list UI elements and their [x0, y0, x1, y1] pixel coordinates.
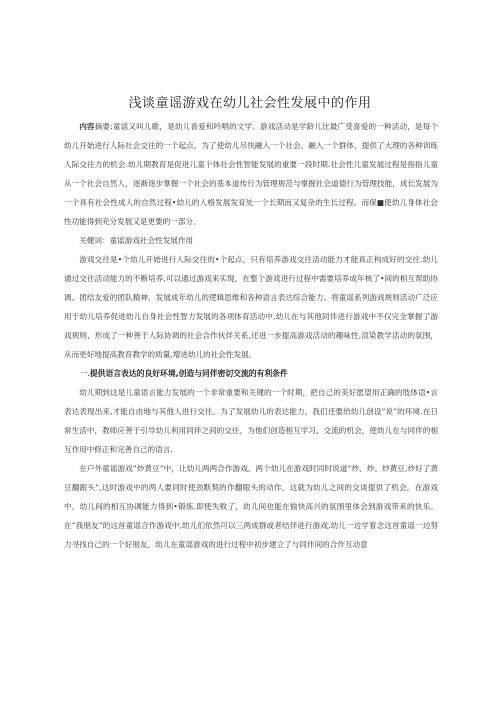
section-heading-text: 提供语言表达的良好环境,创造与同伴密切交流的有利条件 [89, 369, 288, 378]
body-paragraph-1: 游戏交往是•个幼儿开始进行人际交往的•个起点，只有培养游戏交往活动能力才能真正构成好的交往.幼儿通过交往活动能力的不断培养,可以通过游戏来实现，在整个游戏进行过程中需要培养成年核了•间的相互帮助协调、团结友爱的团队精神，发展成年幼儿的逻辑思维和各种语言表达综合能力。将童谣系列游戏规则活动广泛应用于幼儿培养促进幼儿自身社会性智力发展的各项体育活动中,幼儿在与其他同伴进行游戏中不仅完全掌握了游戏规则，形成了一种善于人际协调的社会合作伙伴关系,还进一步提高游戏活动的趣味性,渲染教学活动的氛围，从而更好地提高教育教学的质量,增进幼儿的社会性发展。 [64, 255, 438, 359]
page-title: 浅谈童谣游戏在幼儿社会性发展中的作用 [128, 96, 372, 111]
abstract-label: 内容 [79, 122, 95, 131]
abstract-label-suffix: 摘要: [94, 122, 113, 131]
document-body [64, 117, 438, 554]
section-heading-1 [64, 364, 438, 383]
body-paragraph-3: 在户外童谣游戏”炒黄豆”中，让幼儿两两合作游戏。两个幼儿在游戏时同时说道”炒、炒、炒黄豆,炒好了黄豆翻跟头”,这时游戏中的两人要同时使劲默契的作翻眼头的动作，这就为幼儿之间的交谈提供了机会。在游戏中，幼儿间的相互协调能力得到•锻炼.即使失败了，幼儿间也能在愉快高兴的氛围里体会到游戏带来的快乐。在”我朋友”的这首童谣合作游戏中,幼儿们依然可以三两成群或者结伴进行游戏,幼儿一边学着念这首童谣一边努力寻找自己的一个好朋友，幼儿在童谣游戏的进行过程中初步建立了与同伴间的合作互动意 [64, 464, 438, 549]
keywords-line: 关健词：童谣游戏社会性发展作用 [79, 236, 194, 245]
body-paragraph-2: 幼儿期到这是儿童语言能力发展的一个非常重要和关键的一个时期，把自己的美好愿望用正确的肢体语•言表达表现出来,才能自由地与其他人进行交往。为了发展幼儿的表达能力，我们还要给幼儿创设”说”的环境.在日常生活中，教师应善于引导幼儿利用同伴之间的交往，为他们创造相互学习、交流的机会，使幼儿在与同伴的相互作用中修正和完善自己的语言. [64, 388, 438, 454]
section-number: 一. [79, 369, 90, 378]
abstract-text: 童谣又叫儿歌，是幼儿喜爱和吟唱的文学。游戏活动是学龄儿比最广受喜爱的一种活动，是每个幼儿开始进行人际社会交往的一个起点，为了使幼儿尽快融入一个社会、融入一个群体，提供了大理的各种训练人际交往力的机会.幼儿期教育是促进儿童个体社会性智能发展的重要一段时期.社会性儿童发展过程是指指儿童从一个社会自然人，逐渐逐步掌握一个社会的基本道传行为管理规范与掌握社会道德行为管理技能，成长发展为一个具有社会性成人的自然过程•幼儿的人格发展发育处一个长期而又复杂的生长过程，而保■使幼儿身体社会性功能得到充分发展又是更要的一部分。 [64, 122, 439, 226]
abstract-paragraph [64, 117, 438, 231]
